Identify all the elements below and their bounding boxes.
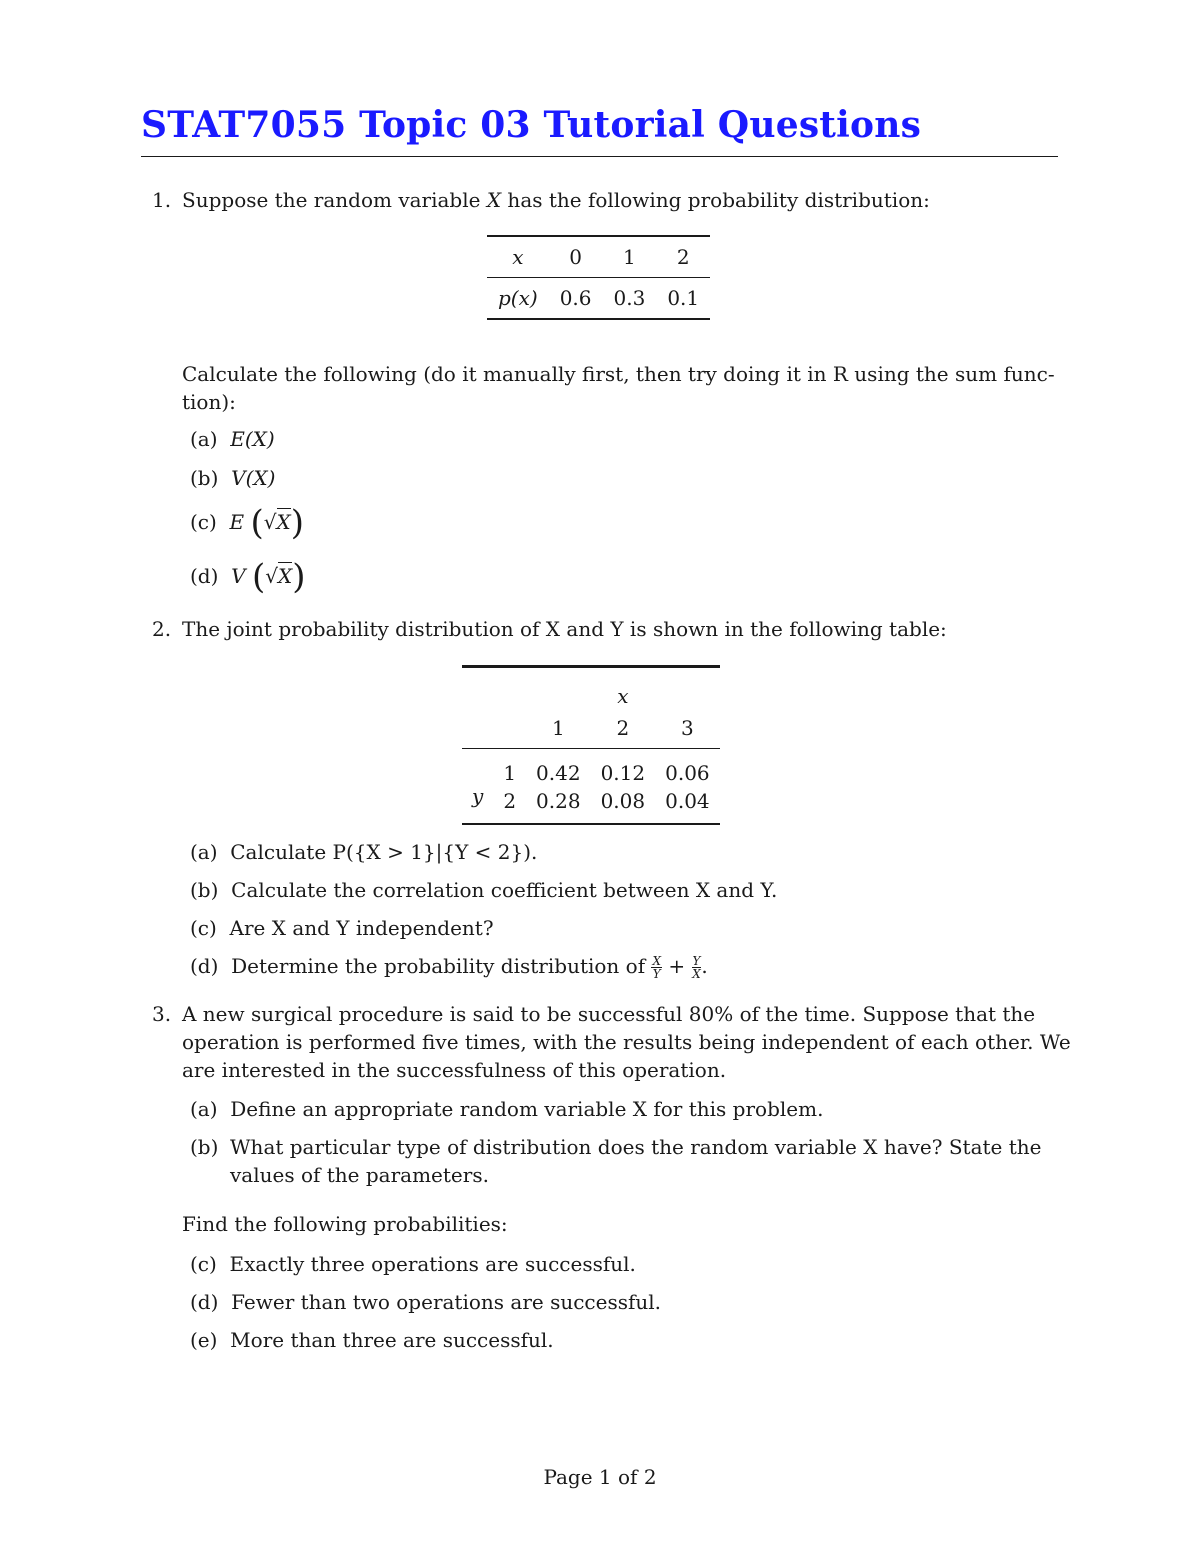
table-cell: 0.42 [536,761,581,785]
question-1-part-c: (c) E (√X) [190,503,305,543]
table-cell: 0.28 [536,789,581,813]
question-2-part-c: (c) Are X and Y independent? [190,916,494,940]
joint-distribution-table [462,665,720,825]
question-3-find-heading: Find the following probabilities: [182,1212,508,1236]
question-2-number: 2. [152,617,172,641]
x-value: 2 [656,236,710,278]
x-value: 2 [591,708,656,749]
x-value: 0 [549,236,603,278]
question-3-intro-line-1: A new surgical procedure is said to be successful 80% of the time. Suppose that the [182,1002,1036,1026]
x-label: x [487,236,549,278]
question-1-instructions-line-2: tion): [182,390,236,414]
question-3-part-b-line-2: values of the parameters. [230,1163,489,1187]
question-1-part-a: (a) E(X) [190,427,275,451]
p-value: 0.6 [559,286,592,310]
p-label: p(x) [498,286,538,310]
x-value: 1 [603,236,657,278]
y-value: 2 [503,789,517,813]
x-label: x [617,684,629,708]
probability-distribution-table [487,235,710,320]
table-cell: 0.06 [665,761,710,785]
page-title: STAT7055 Topic 03 Tutorial Questions [141,104,922,146]
y-value: 1 [503,761,517,785]
question-2-part-d: (d) Determine the probability distribution of $\frac{X}{Y}$ + $\frac{Y}{X}$ . [190,954,708,981]
y-label: y [472,784,484,808]
question-1-part-b: (b) V(X) [190,466,276,490]
x-value: 3 [655,708,720,749]
table-cell: 0.08 [600,789,646,813]
question-3-intro-line-2: operation is performed five times, with the results being independent of each other. We [182,1030,1071,1054]
question-3-part-e: (e) More than three are successful. [190,1328,554,1352]
question-1-part-d: (d) V (√X) [190,557,306,597]
question-1-instructions-line-1: Calculate the following (do it manually first, then try doing it in R using the sum func- [182,362,1055,386]
title-rule [141,156,1058,157]
p-value: 0.3 [613,286,646,310]
question-1-intro: Suppose the random variable X has the following probability distribution: [182,188,930,212]
question-3-number: 3. [152,1002,172,1026]
question-1-number: 1. [152,188,172,212]
question-3-part-b-line-1: What particular type of distribution does the random variable X have? State the [230,1135,1042,1159]
question-3-part-a: (a) Define an appropriate random variable X for this problem. [190,1097,824,1121]
question-3-intro-line-3: are interested in the successfulness of this operation. [182,1058,727,1082]
page-number: Page 1 of 2 [543,1465,657,1489]
question-2-part-b: (b) Calculate the correlation coefficient between X and Y. [190,878,778,902]
question-3-part-c: (c) Exactly three operations are successful. [190,1252,636,1276]
table-cell: 0.04 [665,789,710,813]
table-cell: 0.12 [600,761,646,785]
question-3-part-d: (d) Fewer than two operations are successful. [190,1290,662,1314]
question-2-part-a: (a) Calculate P({X > 1}|{Y < 2}). [190,840,538,864]
x-value: 1 [526,708,591,749]
question-3-part-b-label: (b) [190,1135,219,1159]
p-value: 0.1 [667,286,700,310]
question-2-intro: The joint probability distribution of X and Y is shown in the following table: [182,617,947,641]
